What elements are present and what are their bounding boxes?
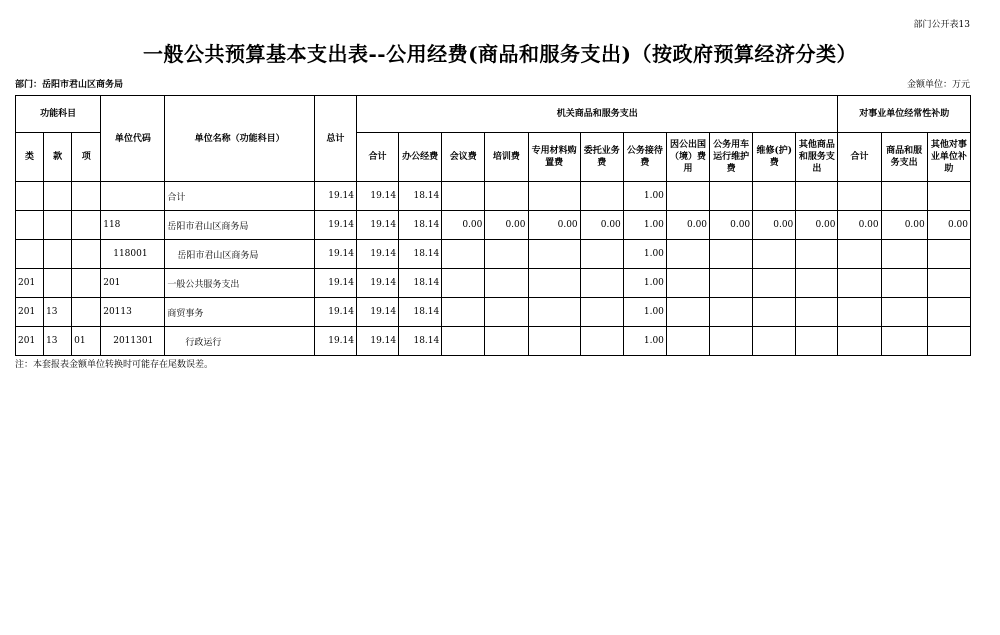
goods-value-cell: 1.00 [623,240,666,269]
goods-col-header: 委托业务费 [580,133,623,182]
goods-value-cell: 0.00 [528,211,580,240]
total-cell: 19.14 [314,327,356,356]
lei-cell: 201 [16,269,44,298]
table-row [16,298,971,327]
subsidy-col-header: 商品和服务支出 [881,133,927,182]
goods-value-cell [710,298,753,327]
xiang-cell [72,182,101,211]
subsidy-value-cell [927,240,970,269]
lei-cell [16,240,44,269]
goods-value-cell: 19.14 [357,327,399,356]
goods-value-cell [528,298,580,327]
expenditure-table [15,95,971,356]
goods-value-cell [442,327,485,356]
goods-value-cell: 0.00 [753,211,796,240]
unit-name-header: 单位名称（功能科目） [165,96,314,182]
unit-name-cell: 岳阳市君山区商务局 [165,240,314,269]
goods-value-cell: 18.14 [399,182,442,211]
goods-col-header: 专用材料购置费 [528,133,580,182]
goods-col-header: 因公出国（境）费用 [666,133,709,182]
goods-value-cell [710,327,753,356]
total-cell: 19.14 [314,182,356,211]
goods-value-cell: 19.14 [357,240,399,269]
goods-value-cell [528,182,580,211]
kuan-cell [44,240,72,269]
subsidy-value-cell [838,298,881,327]
goods-value-cell [528,240,580,269]
form-number-label: 部门公开表13 [913,20,970,30]
goods-services-group-header: 机关商品和服务支出 [357,96,838,133]
goods-col-header: 合计 [357,133,399,182]
goods-value-cell [485,327,528,356]
lei-cell [16,211,44,240]
unit-code-header: 单位代码 [101,96,165,182]
goods-value-cell [796,298,838,327]
goods-value-cell [753,298,796,327]
func-subject-header: 功能科目 [16,96,101,133]
subsidy-group-header: 对事业单位经常性补助 [838,96,971,133]
table-row [16,240,971,269]
goods-value-cell: 0.00 [580,211,623,240]
footnote: 注：本套报表金额单位转换时可能存在尾数误差。 [15,360,214,370]
goods-col-header: 办公经费 [399,133,442,182]
total-cell: 19.14 [314,211,356,240]
subsidy-value-cell [927,269,970,298]
goods-value-cell [528,269,580,298]
subsidy-value-cell [927,327,970,356]
unit-name-cell: 岳阳市君山区商务局 [165,211,314,240]
goods-value-cell [710,240,753,269]
total-header: 总计 [314,96,356,182]
goods-value-cell: 0.00 [442,211,485,240]
goods-value-cell: 0.00 [796,211,838,240]
goods-value-cell: 1.00 [623,211,666,240]
goods-value-cell [485,298,528,327]
goods-value-cell [710,269,753,298]
total-cell: 19.14 [314,240,356,269]
goods-value-cell [753,269,796,298]
subsidy-value-cell [927,182,970,211]
subsidy-value-cell: 0.00 [838,211,881,240]
goods-value-cell [710,182,753,211]
unit-code-cell [101,182,165,211]
xiang-cell [72,240,101,269]
kuan-cell [44,211,72,240]
goods-value-cell [442,182,485,211]
xiang-cell: 01 [72,327,101,356]
goods-value-cell [485,240,528,269]
goods-col-header: 会议费 [442,133,485,182]
goods-value-cell [753,327,796,356]
goods-value-cell: 0.00 [485,211,528,240]
xiang-header: 项 [72,133,101,182]
subsidy-value-cell: 0.00 [881,211,927,240]
lei-cell: 201 [16,298,44,327]
goods-value-cell [442,298,485,327]
goods-value-cell [580,269,623,298]
kuan-cell [44,269,72,298]
goods-value-cell: 19.14 [357,182,399,211]
subsidy-col-header: 其他对事业单位补助 [927,133,970,182]
goods-col-header: 公务用车运行维护费 [710,133,753,182]
subsidy-value-cell [881,182,927,211]
unit-code-cell: 20113 [101,298,165,327]
unit-name-cell: 合计 [165,182,314,211]
amount-unit-label: 金额单位：万元 [906,80,970,90]
table-row [16,327,971,356]
unit-name-cell: 一般公共服务支出 [165,269,314,298]
subsidy-value-cell [881,298,927,327]
total-cell: 19.14 [314,298,356,327]
subsidy-value-cell [838,240,881,269]
department-label: 部门：岳阳市君山区商务局 [15,80,124,90]
goods-col-header: 培训费 [485,133,528,182]
xiang-cell [72,211,101,240]
goods-value-cell [580,298,623,327]
goods-col-header: 维修(护)费 [753,133,796,182]
unit-code-cell: 118001 [101,240,165,269]
total-cell: 19.14 [314,269,356,298]
goods-value-cell: 19.14 [357,211,399,240]
goods-value-cell [666,240,709,269]
subsidy-value-cell [881,269,927,298]
goods-value-cell [580,240,623,269]
unit-code-cell: 201 [101,269,165,298]
lei-cell: 201 [16,327,44,356]
goods-value-cell [666,269,709,298]
goods-value-cell [753,182,796,211]
table-row [16,211,971,240]
subsidy-value-cell [881,327,927,356]
goods-value-cell: 1.00 [623,269,666,298]
goods-value-cell: 18.14 [399,298,442,327]
goods-col-header: 公务接待费 [623,133,666,182]
unit-name-cell: 行政运行 [165,327,314,356]
goods-value-cell [796,327,838,356]
unit-name-cell: 商贸事务 [165,298,314,327]
goods-value-cell: 18.14 [399,240,442,269]
goods-value-cell: 19.14 [357,269,399,298]
goods-value-cell: 18.14 [399,211,442,240]
goods-value-cell: 0.00 [666,211,709,240]
kuan-cell [44,182,72,211]
unit-code-cell: 2011301 [101,327,165,356]
goods-value-cell [666,298,709,327]
lei-header: 类 [16,133,44,182]
subsidy-value-cell [881,240,927,269]
goods-value-cell [442,240,485,269]
xiang-cell [72,298,101,327]
goods-value-cell [796,240,838,269]
goods-value-cell: 18.14 [399,327,442,356]
goods-value-cell [528,327,580,356]
unit-code-cell: 118 [101,211,165,240]
subsidy-value-cell: 0.00 [927,211,970,240]
kuan-cell: 13 [44,327,72,356]
goods-value-cell [753,240,796,269]
page-title: 一般公共预算基本支出表--公用经费(商品和服务支出)（按政府预算经济分类） [142,42,858,66]
goods-value-cell: 1.00 [623,327,666,356]
goods-value-cell: 18.14 [399,269,442,298]
kuan-cell: 13 [44,298,72,327]
goods-value-cell [666,327,709,356]
goods-col-header: 其他商品和服务支出 [796,133,838,182]
lei-cell [16,182,44,211]
goods-value-cell [796,269,838,298]
kuan-header: 款 [44,133,72,182]
goods-value-cell [666,182,709,211]
goods-value-cell: 19.14 [357,298,399,327]
goods-value-cell [580,182,623,211]
subsidy-value-cell [838,269,881,298]
goods-value-cell [485,269,528,298]
goods-value-cell: 0.00 [710,211,753,240]
goods-value-cell [580,327,623,356]
goods-value-cell: 1.00 [623,182,666,211]
subsidy-value-cell [927,298,970,327]
subsidy-value-cell [838,182,881,211]
xiang-cell [72,269,101,298]
goods-value-cell [485,182,528,211]
table-row [16,269,971,298]
goods-value-cell [796,182,838,211]
goods-value-cell [442,269,485,298]
subsidy-col-header: 合计 [838,133,881,182]
subsidy-value-cell [838,327,881,356]
table-row [16,182,971,211]
goods-value-cell: 1.00 [623,298,666,327]
